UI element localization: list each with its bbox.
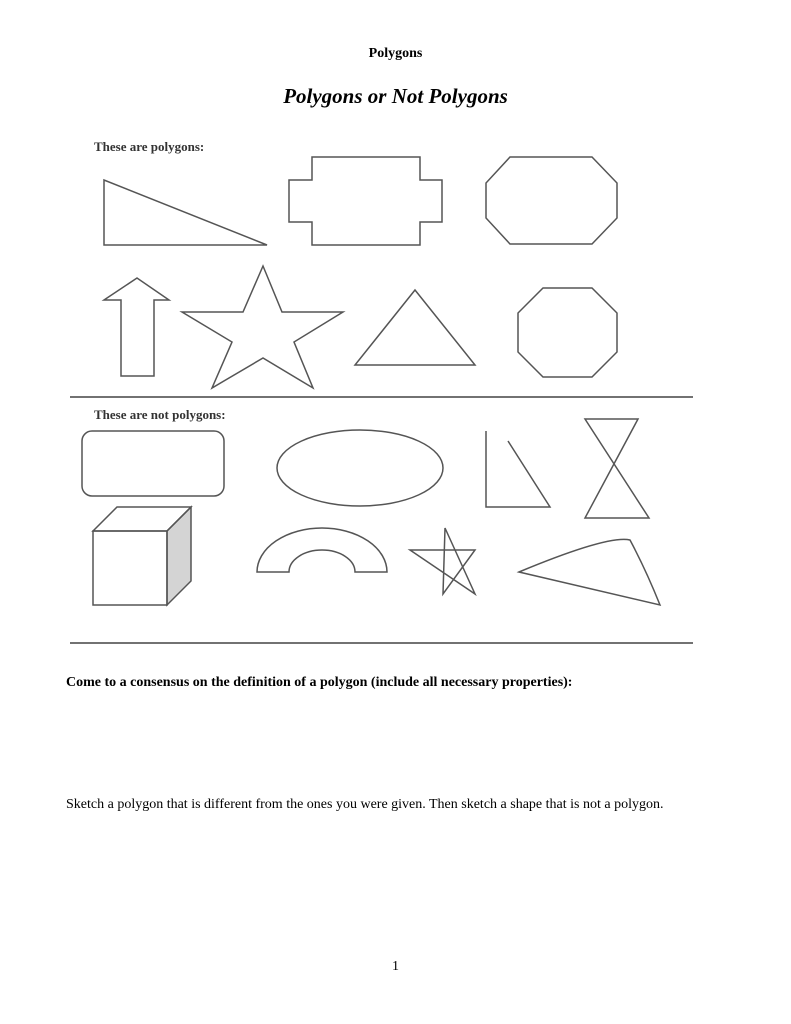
header-title: Polygons xyxy=(368,46,423,61)
ellipse-shape xyxy=(277,430,443,506)
arch-shape xyxy=(257,528,387,572)
polygons-label: These are polygons: xyxy=(94,139,205,154)
open-angle-shape xyxy=(486,431,550,507)
self-intersecting-star-shape xyxy=(410,528,475,594)
sketch-prompt: Sketch a polygon that is different from the ones you were given. Then sketch a shape that is not a polygon. xyxy=(66,797,664,812)
curved-wedge-shape xyxy=(519,539,660,605)
page-number: 1 xyxy=(392,959,399,974)
right-triangle-shape xyxy=(104,180,267,245)
page-title: Polygons or Not Polygons xyxy=(283,84,508,108)
octagon-shape xyxy=(518,288,617,377)
definition-prompt: Come to a consensus on the definition of a polygon (include all necessary properties): xyxy=(66,675,573,690)
rounded-rectangle-shape xyxy=(82,431,224,496)
notched-rectangle-shape xyxy=(289,157,442,245)
not-polygons-label: These are not polygons: xyxy=(94,407,226,422)
bowtie-shape xyxy=(585,419,649,518)
arrow-shape xyxy=(104,278,169,376)
cube-shape xyxy=(93,507,191,605)
triangle-shape xyxy=(355,290,475,365)
star-shape xyxy=(182,266,343,388)
octagon-wide-shape xyxy=(486,157,617,244)
